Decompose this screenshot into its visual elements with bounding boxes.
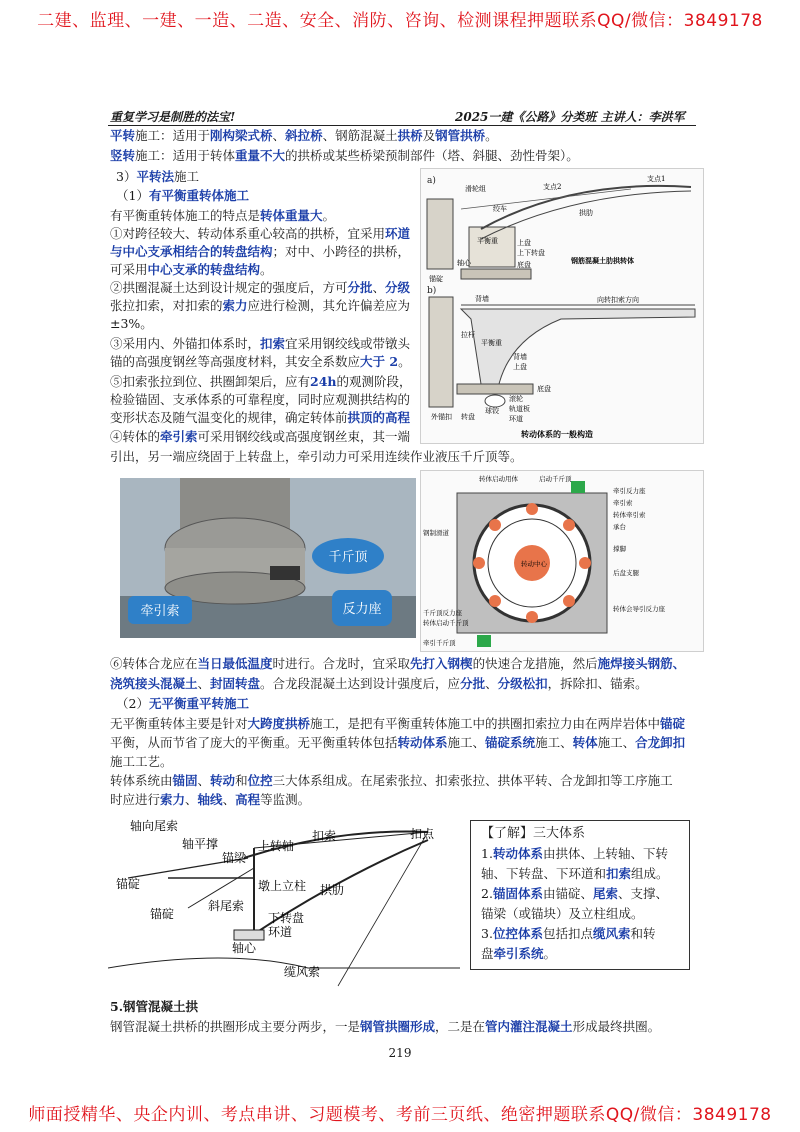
turntable-photo xyxy=(120,478,416,638)
fig1-caption: 转动体系的一般构造 xyxy=(521,429,593,439)
plan-label-2: 启动千斤顶 xyxy=(539,475,572,483)
left-line-9 xyxy=(110,353,411,371)
left-line-6 xyxy=(110,297,410,315)
fig2-label-8: 墩上立柱 xyxy=(258,879,307,893)
text: 。 xyxy=(398,354,411,369)
text: 包括扣点 xyxy=(542,926,593,941)
left-line-13 xyxy=(110,428,410,446)
plan-label-14: 牵引千斤顶 xyxy=(423,639,456,647)
keyword: 管内灌注混凝土 xyxy=(485,1019,573,1034)
box-item-1-line-1 xyxy=(481,845,668,863)
cable-label: 牵引索 xyxy=(140,604,180,619)
text: 无平衡重转体主要是针对 xyxy=(110,716,248,731)
keyword: 竖转 xyxy=(110,148,136,163)
photo-jack xyxy=(270,566,300,580)
fig1-label-22: 外锚扣 xyxy=(431,413,452,421)
text: 可采用 xyxy=(110,262,148,277)
left-line-8 xyxy=(110,335,410,353)
keyword: 大于 2 xyxy=(360,354,399,369)
box-title: 【了解】三大体系 xyxy=(481,826,586,841)
text: 等监测。 xyxy=(260,792,311,807)
fig1-label-1: 滑轮组 xyxy=(465,185,486,193)
fig1-label-5: 上盘 xyxy=(517,239,531,247)
keyword: 拱桥 xyxy=(397,128,423,143)
plan-label-8: 撑脚 xyxy=(613,545,626,553)
text: 、 xyxy=(372,280,386,295)
text: 。 xyxy=(260,262,273,277)
box-item-2-line-1 xyxy=(481,885,668,903)
fig2-label-5: 扣索 xyxy=(312,829,337,843)
text: 1. xyxy=(481,846,493,861)
text: 、 xyxy=(485,676,498,691)
abutment-a xyxy=(427,199,453,269)
keyword: 索力 xyxy=(222,298,248,313)
left-line-3 xyxy=(110,243,410,261)
text: 施工、 xyxy=(535,735,573,750)
fig1-label-17: 上盘 xyxy=(513,363,527,371)
fig1-label-11: 拱肋 xyxy=(579,209,593,217)
para7-line-2 xyxy=(110,734,685,752)
keyword: 锚碇 xyxy=(660,716,686,731)
text: 应进行检测，其允许偏差应为 xyxy=(247,298,411,313)
keyword: 斜拉桥 xyxy=(285,128,323,143)
plan-label-5: 转体牵引索 xyxy=(613,511,646,519)
text: ④转体的 xyxy=(110,429,161,444)
fig2-label-6: 扣点 xyxy=(410,827,435,841)
text: 3） xyxy=(116,169,137,184)
reaction-seat-2 xyxy=(477,635,491,647)
text: 施工工艺。 xyxy=(110,754,173,769)
fig2-label-1: 轴向尾索 xyxy=(130,819,179,833)
text: 钢管混凝土拱桥的拱圈形成主要分两步，一是 xyxy=(110,1019,361,1034)
text: 三大体系组成。在尾索张拉、扣索张拉、拱体平转、合龙卸扣等工序施工 xyxy=(272,773,673,788)
box-item-2-line-2 xyxy=(481,905,644,923)
keyword: 钢管拱圈形成 xyxy=(360,1019,436,1034)
turntable-b xyxy=(457,384,533,394)
fig1-label-20: 轨道板 xyxy=(509,405,530,413)
fig1-label-14: 拉杆 xyxy=(461,331,475,339)
text: ③采用内、外锚扣体系时， xyxy=(110,336,261,351)
text: 施工、 xyxy=(447,735,486,750)
keyword: 转动体系 xyxy=(397,735,448,750)
keyword: 当日最低温度 xyxy=(197,656,273,671)
plan-label-6: 钢制滑道 xyxy=(423,529,449,537)
text: 张拉扣索，对扣索的 xyxy=(110,298,223,313)
rotation-system-figure xyxy=(420,168,704,444)
fig2-label-2: 轴平撑 xyxy=(182,837,219,851)
header-motto: 重复学习是制胜的法宝! xyxy=(110,110,236,124)
keyword: 施焊接头钢筋 xyxy=(597,656,673,671)
text: 转体系统由 xyxy=(110,773,173,788)
plan-label-7: 承台 xyxy=(613,523,626,531)
keyword: 重量不大 xyxy=(235,148,286,163)
keyword: 转动体系 xyxy=(492,846,543,861)
fig1-label-7: 轴心 xyxy=(457,259,471,267)
para6-line-1 xyxy=(110,655,685,673)
fig2-label-11: 锚碇 xyxy=(150,907,175,921)
fig1-label-21: 环道 xyxy=(509,415,523,423)
guy-cable xyxy=(338,832,428,986)
text: 的观测阶段， xyxy=(336,374,412,389)
header-course-title: 2025一建《公路》分类班 主讲人：李洪军 xyxy=(455,110,685,124)
keyword: 缆风索 xyxy=(592,926,631,941)
section-5-title: 5.钢管混凝土拱 xyxy=(110,999,199,1014)
plan-label-4: 牵引索 xyxy=(613,499,633,507)
plan-label-1: 转体启动用体 xyxy=(479,475,518,483)
keyword: 位控 xyxy=(247,773,273,788)
text: 轴、下转盘、下环道和 xyxy=(481,866,607,881)
keyword: 扣索 xyxy=(606,866,632,881)
section-5-line-1 xyxy=(110,1018,660,1036)
text: 3. xyxy=(481,926,493,941)
text: 引出，另一端应绕固于上转盘上，牵引动力可采用连续作业液压千斤顶等。 xyxy=(110,449,523,464)
plan-label-9: 转动中心 xyxy=(521,560,547,568)
left-line-11 xyxy=(110,391,410,409)
text: 施工 xyxy=(173,169,199,184)
fig2-label-10: 斜尾索 xyxy=(208,899,245,913)
para7-line-4 xyxy=(110,772,673,790)
text: 由锚碇、 xyxy=(542,886,593,901)
text: （1） xyxy=(116,188,149,203)
text: 时进行。合龙时，宜采取 xyxy=(272,656,411,671)
text: 。 xyxy=(543,946,557,961)
keyword: 环道 xyxy=(385,226,411,241)
support-leg-7 xyxy=(489,595,501,607)
text: 、 xyxy=(272,128,286,143)
reaction-seat-1 xyxy=(571,481,585,493)
rotation-system-drawing xyxy=(421,169,703,443)
left-line-1 xyxy=(110,207,335,225)
text: 和 xyxy=(235,773,248,788)
turntable-photo-drawing xyxy=(120,478,416,638)
fig1-label-24: 球铰 xyxy=(485,407,499,415)
support-leg-1 xyxy=(526,503,538,515)
fig-a-caption: 钢筋混凝土肋拱转体 xyxy=(571,256,634,265)
keyword: 索力 xyxy=(160,792,186,807)
keyword: 平转 xyxy=(110,128,136,143)
keyword: 锚固 xyxy=(172,773,198,788)
text: 变形状态及随气温变化的规律，确定转体前 xyxy=(110,410,348,425)
support-leg-6 xyxy=(563,519,575,531)
counterweight-a xyxy=(469,227,515,267)
keyword: 高程 xyxy=(235,792,261,807)
text: 锚梁（或锚块）及立柱组成。 xyxy=(481,906,644,921)
para7-line-3 xyxy=(110,753,173,771)
text: 施工：适用于 xyxy=(135,128,211,143)
text: 、 xyxy=(185,792,198,807)
support-leg-5 xyxy=(489,519,501,531)
section-3-title xyxy=(116,168,199,186)
fig1-label-15: 平衡重 xyxy=(481,339,502,347)
para7-line-5 xyxy=(110,791,310,809)
keyword: 分级松扣 xyxy=(497,676,548,691)
text: ；对中、小跨径的拱桥， xyxy=(272,244,411,259)
fig1-label-2: 锚碇 xyxy=(429,275,443,283)
keyword: 牵引系统 xyxy=(493,946,544,961)
para7-line-1 xyxy=(110,715,685,733)
bottom-ad-banner: 师面授精华、央企内训、考点串讲、习题模考、考前三页纸、绝密押题联系QQ/微信：3849178 xyxy=(28,1105,772,1125)
keyword: 锚碇系统 xyxy=(485,735,536,750)
fig2-label-15: 缆风索 xyxy=(284,965,321,979)
text: 有平衡重转体施工的特点是 xyxy=(110,208,261,223)
lower-turntable xyxy=(234,930,264,940)
fig1-label-19: 滚轮 xyxy=(509,395,523,403)
text: 可采用钢绞线或高强度钢丝束，其一端 xyxy=(197,429,411,444)
text: ⑥转体合龙应在 xyxy=(110,656,198,671)
keyword: 分批 xyxy=(460,676,486,691)
keyword: 转体重量大 xyxy=(260,208,323,223)
keyword: 分批 xyxy=(347,280,373,295)
fig2-label-14: 轴心 xyxy=(232,941,257,955)
text: 的拱桥或某些桥梁预制部件（塔、斜腿、劲性骨架）。 xyxy=(285,148,579,163)
keyword: 与中心支承相结合的转盘结构 xyxy=(110,244,273,259)
fig2-label-9: 拱肋 xyxy=(320,883,345,897)
text: 、 xyxy=(222,792,236,807)
keyword: 24h xyxy=(310,374,337,389)
text: 的快速合龙措施，然后 xyxy=(472,656,598,671)
text: ⑤扣索张拉到位、拱圈卸架后，应有 xyxy=(110,374,311,389)
fig1-label-18: 底盘 xyxy=(537,385,551,393)
intro-line-1 xyxy=(110,127,498,145)
plan-label-12: 转体启动千斤顶 xyxy=(423,619,469,627)
fig2-label-7: 锚碇 xyxy=(116,877,141,891)
unbalanced-rotation-drawing xyxy=(108,818,460,988)
header-rule xyxy=(108,125,696,126)
left-line-10 xyxy=(110,373,412,391)
fig2-label-3: 锚梁 xyxy=(222,851,247,865)
fig-a-label: a) xyxy=(427,176,436,186)
section-3-2-title xyxy=(116,695,249,713)
fig1-label-9: 支点2 xyxy=(543,183,562,191)
text: 组成。 xyxy=(631,866,669,881)
text: ，拆除扣、锚索。 xyxy=(547,676,648,691)
fig1-label-23: 转盘 xyxy=(461,413,475,421)
text: ②拱圈混凝土达到设计规定的强度后，方可 xyxy=(110,280,348,295)
keyword: 尾索 xyxy=(592,886,618,901)
left-line-7 xyxy=(110,315,153,333)
keyword: 分级 xyxy=(385,280,411,295)
bottom-plate-a xyxy=(461,269,531,279)
text: （2） xyxy=(116,696,149,711)
text: 平衡，从而节省了庞大的平衡重。无平衡重转体包括 xyxy=(110,735,398,750)
keyword: 平转法 xyxy=(136,169,174,184)
keyword: 合龙卸扣 xyxy=(635,735,686,750)
text: 和转 xyxy=(630,926,656,941)
keyword: 大跨度拱桥 xyxy=(247,716,311,731)
fig1-label-6: 上下转盘 xyxy=(517,249,545,257)
keyword: 、 xyxy=(672,656,686,671)
fig1-label-4: 平衡重 xyxy=(477,237,498,245)
left-line-5 xyxy=(110,279,410,297)
keyword: 轴线 xyxy=(197,792,223,807)
fig1-label-16: 背墙 xyxy=(513,353,527,361)
fig2-label-13: 环道 xyxy=(268,925,293,939)
three-systems-box xyxy=(470,820,690,970)
text: ±3%。 xyxy=(110,316,153,331)
left-line-14 xyxy=(110,448,523,466)
keyword: 锚固体系 xyxy=(492,886,543,901)
page-number: 219 xyxy=(388,1046,412,1060)
section-3-1-title xyxy=(116,187,249,205)
text: 盘 xyxy=(481,946,494,961)
text: 、钢筋混凝土 xyxy=(322,128,398,143)
jack-label: 千斤顶 xyxy=(328,550,368,565)
text: 施工：适用于转体 xyxy=(135,148,236,163)
text: 。 xyxy=(322,208,336,223)
text: 。 xyxy=(485,128,498,143)
abutment-b xyxy=(429,297,453,407)
support-leg-2 xyxy=(526,611,538,623)
text: 检验锚固、支承体系的可靠程度，同时应观测拱结构的 xyxy=(110,392,411,407)
intro-line-2 xyxy=(110,147,579,165)
text: ，二是在 xyxy=(435,1019,486,1034)
left-line-2 xyxy=(110,225,410,243)
text: 及 xyxy=(422,128,436,143)
plan-label-13: 转体会导引反力座 xyxy=(613,605,665,613)
text: 2. xyxy=(481,886,493,901)
keyword: 转动 xyxy=(210,773,236,788)
text: 、 xyxy=(197,676,211,691)
text: ①对跨径较大、转动体系重心较高的拱桥，宜采用 xyxy=(110,226,386,241)
plan-label-11: 千斤顶反力座 xyxy=(423,609,462,617)
seat-label: 反力座 xyxy=(342,602,382,617)
text: 形成最终拱圈。 xyxy=(572,1019,661,1034)
text: 、 xyxy=(197,773,211,788)
box-item-3-line-2 xyxy=(481,945,556,963)
keyword: 有平衡重转体施工 xyxy=(148,188,249,203)
keyword: 位控体系 xyxy=(492,926,543,941)
fig-b-label: b) xyxy=(427,286,437,296)
ball-hinge-b xyxy=(485,395,505,407)
fig1-label-8: 底盘 xyxy=(517,261,531,269)
unbalanced-rotation-figure xyxy=(108,818,460,988)
left-line-12 xyxy=(110,409,410,427)
keyword: 扣索 xyxy=(260,336,286,351)
text: 施工、 xyxy=(597,735,636,750)
fig1-label-3: 绞车 xyxy=(493,205,507,213)
support-leg-3 xyxy=(473,557,485,569)
keyword: 拱顶的高程 xyxy=(347,410,411,425)
text: 。合龙段混凝土达到设计强度后，应 xyxy=(260,676,461,691)
keyword: 无平衡重平转施工 xyxy=(148,696,249,711)
keyword: 封固转盘 xyxy=(210,676,261,691)
fig2-label-4: 上转轴 xyxy=(258,839,295,853)
fig1-label-12: 背墙 xyxy=(475,295,489,303)
fig1-label-13: 向转扣索方向 xyxy=(597,296,639,304)
text: 时应进行 xyxy=(110,792,161,807)
text: 宜采用钢绞线或带镦头 xyxy=(285,336,411,351)
box-item-1-line-2 xyxy=(481,865,669,883)
para6-line-2 xyxy=(110,675,648,693)
turntable-plan-drawing xyxy=(421,471,703,651)
keyword: 浇筑接头混凝土 xyxy=(110,676,198,691)
fig1-label-10: 支点1 xyxy=(647,175,666,183)
top-ad-banner: 二建、监理、一建、一造、二造、安全、消防、咨询、检测课程押题联系QQ/微信：3849178 xyxy=(37,11,763,31)
text: 、支撑、 xyxy=(617,886,668,901)
keyword: 中心支承的转盘结构 xyxy=(147,262,261,277)
fig2-label-12: 下转盘 xyxy=(268,911,305,925)
support-leg-4 xyxy=(579,557,591,569)
keyword: 钢管拱桥 xyxy=(435,128,486,143)
keyword: 牵引索 xyxy=(160,429,198,444)
box-item-3-line-1 xyxy=(481,925,656,943)
keyword: 先打入钢楔 xyxy=(410,656,473,671)
keyword: 刚构梁式桥 xyxy=(210,128,273,143)
keyword: 转体 xyxy=(572,735,598,750)
left-line-4 xyxy=(110,261,273,279)
text: 锚的高强度钢丝等高强度材料，其安全系数应 xyxy=(110,354,361,369)
support-leg-8 xyxy=(563,595,575,607)
plan-label-3: 牵引反力座 xyxy=(613,487,646,495)
text: 施工，是把有平衡重转体施工中的拱圈扣索拉力由在两岸岩体中 xyxy=(310,716,661,731)
turntable-plan-figure xyxy=(420,470,704,652)
plan-label-10: 后盘支腿 xyxy=(613,569,639,577)
text: 由拱体、上转轴、下转 xyxy=(542,846,668,861)
